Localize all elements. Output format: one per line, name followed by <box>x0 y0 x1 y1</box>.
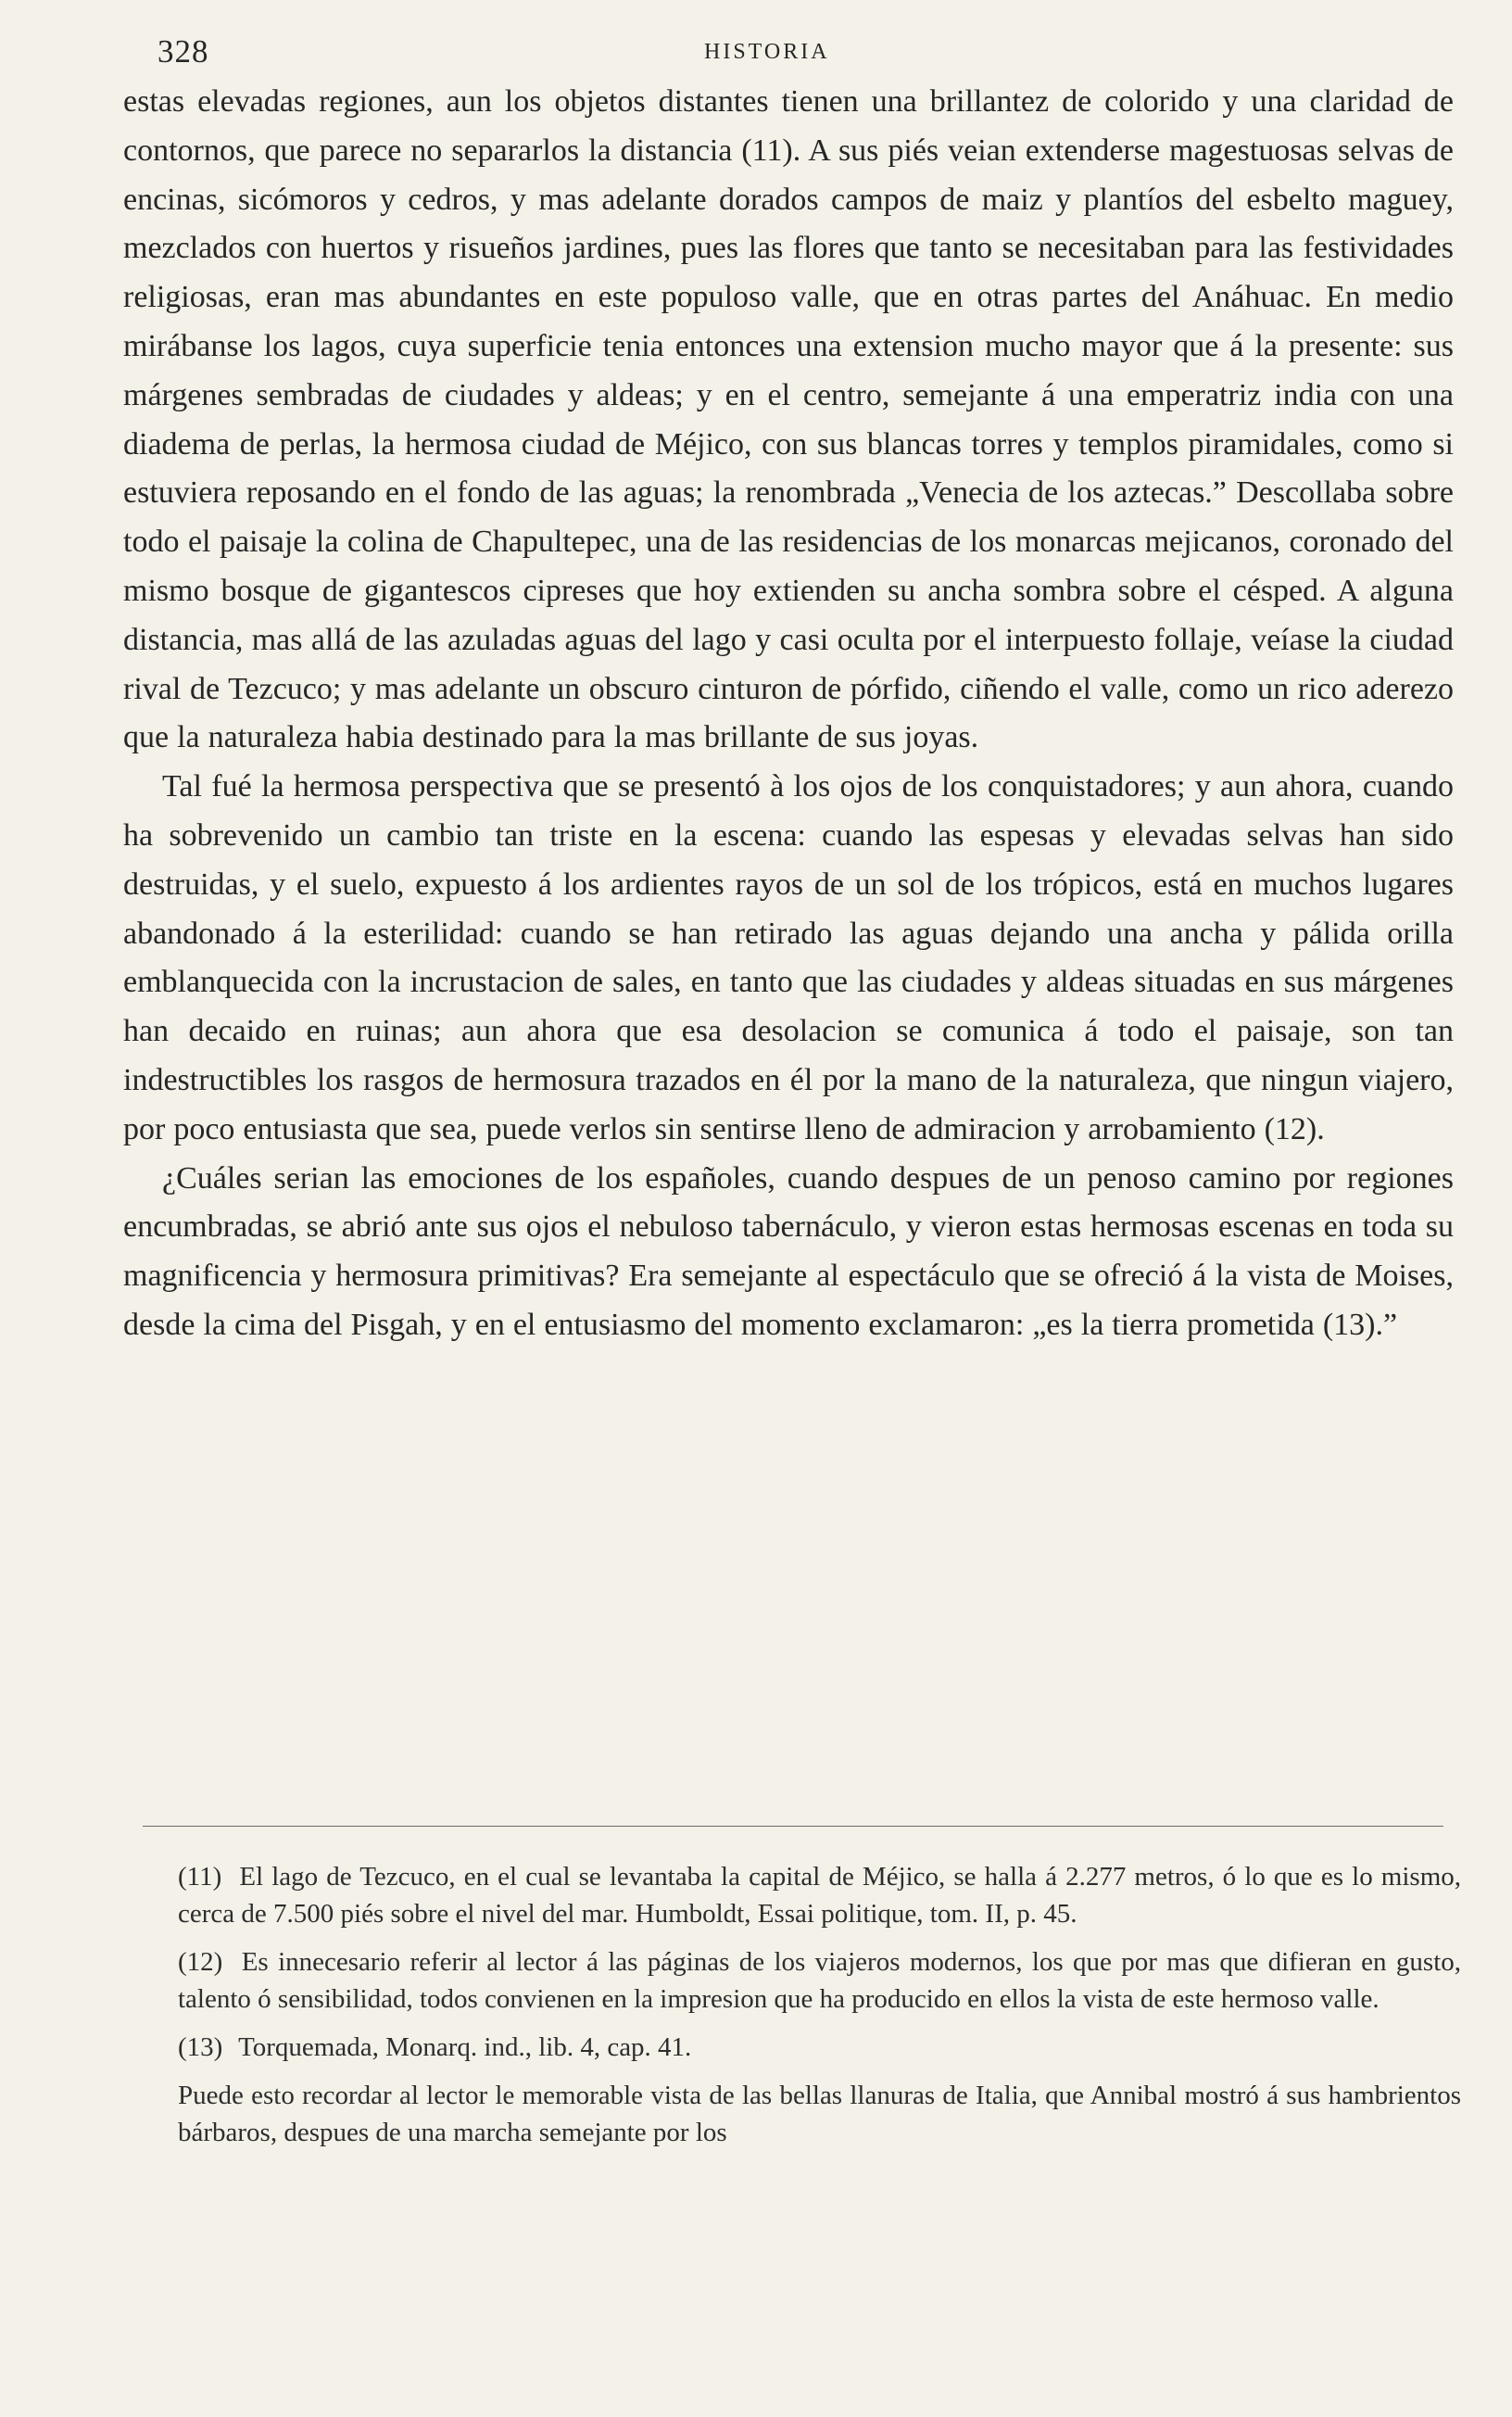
footnote-text: Es innecesario referir al lector á las páginas de los viajeros modernos, los que por mas que difieran en gusto, talento ó sensibilidad, todos convienen en la impresion que ha producido en ellos la vista de este hermoso valle. <box>178 1947 1461 2014</box>
footnote-continuation: Puede esto recordar al lector le memorable vista de las bellas llanuras de Italia, que Annibal mostró á sus hambrientos bárbaros, despues de una marcha semejante por los <box>178 2081 1461 2147</box>
footnote-number: (12) <box>178 1947 223 1977</box>
main-text <box>123 78 1454 1350</box>
page-header <box>158 28 1464 76</box>
body-paragraph-1: estas elevadas regiones, aun los objetos distantes tienen una brillantez de colorido y una claridad de contornos, que parece no separarlos la distancia (11). A sus piés veian extenderse magestuosas selvas de encinas, sicómoros y cedros, y mas adelante dorados campos de maiz y plantíos del esbelto maguey, mezclados con huertos y risueños jardines, pues las flores que tanto se necesitaban para las festividades religiosas, eran mas abundantes en este populoso valle, que en otras partes del Anáhuac. En medio mirábanse los lagos, cuya superficie tenia entonces una extension mucho mayor que á la presente: sus márgenes sembradas de ciudades y aldeas; y en el centro, semejante á una emperatriz india con una diadema de perlas, la hermosa ciudad de Méjico, con sus blancas torres y templos piramidales, como si estuviera reposando en el fondo de las aguas; la renombrada „Venecia de los aztecas.” Descollaba sobre todo el paisaje la colina de Chapultepec, una de las residencias de los monarcas mejicanos, coronado del mismo bosque de gigantescos cipreses que hoy extienden su ancha sombra sobre el césped. A alguna distancia, mas allá de las azuladas aguas del lago y casi oculta por el interpuesto follaje, veíase la ciudad rival de Tezcuco; y mas adelante un obscuro cinturon de pórfido, ciñendo el valle, como un rico aderezo que la naturaleza habia destinado para la mas brillante de sus joyas. <box>123 84 1454 755</box>
footnote-13 <box>178 2029 1461 2066</box>
footnote-text: Torquemada, Monarq. ind., lib. 4, cap. 41. <box>238 2032 692 2062</box>
footnote-number: (13) <box>178 2032 223 2062</box>
footnote-11 <box>178 1858 1461 1932</box>
footnote-divider <box>143 1826 1443 1827</box>
footnotes <box>178 1858 1461 2162</box>
footnote-number: (11) <box>178 1862 222 1892</box>
page-number: 328 <box>158 33 209 70</box>
body-paragraph-2: Tal fué la hermosa perspectiva que se presentó à los ojos de los conquistadores; y aun ahora, cuando ha sobrevenido un cambio tan triste en la escena: cuando las espesas y elevadas selvas han sido destruidas, y el suelo, expuesto á los ardientes rayos de un sol de los trópicos, está en muchos lugares abandonado á la esterilidad: cuando se han retirado las aguas dejando una ancha y pálida orilla emblanquecida con la incrustacion de sales, en tanto que las ciudades y aldeas situadas en sus márgenes han decaido en ruinas; aun ahora que esa desolacion se comunica á todo el paisaje, son tan indestructibles los rasgos de hermosura trazados en él por la mano de la naturaleza, que ningun viajero, por poco entusiasta que sea, puede verlos sin sentirse lleno de admiracion y arrobamiento (12). <box>123 769 1454 1146</box>
footnote-text: El lago de Tezcuco, en el cual se levantaba la capital de Méjico, se halla á 2.277 metros, ó lo que es lo mismo, cerca de 7.500 piés sobre el nivel del mar. Humboldt, Essai politique, tom. II, p. 45. <box>178 1862 1462 1929</box>
footnote-12 <box>178 1943 1461 2018</box>
body-paragraph-3: ¿Cuáles serian las emociones de los españoles, cuando despues de un penoso camino por regiones encumbradas, se abrió ante sus ojos el nebuloso tabernáculo, y vieron estas hermosas escenas en toda su magnificencia y hermosura primitivas? Era semejante al espectáculo que se ofreció á la vista de Moises, desde la cima del Pisgah, y en el entusiasmo del momento exclamaron: „es la tierra prometida (13).” <box>123 1160 1454 1342</box>
running-title: HISTORIA <box>704 40 830 64</box>
